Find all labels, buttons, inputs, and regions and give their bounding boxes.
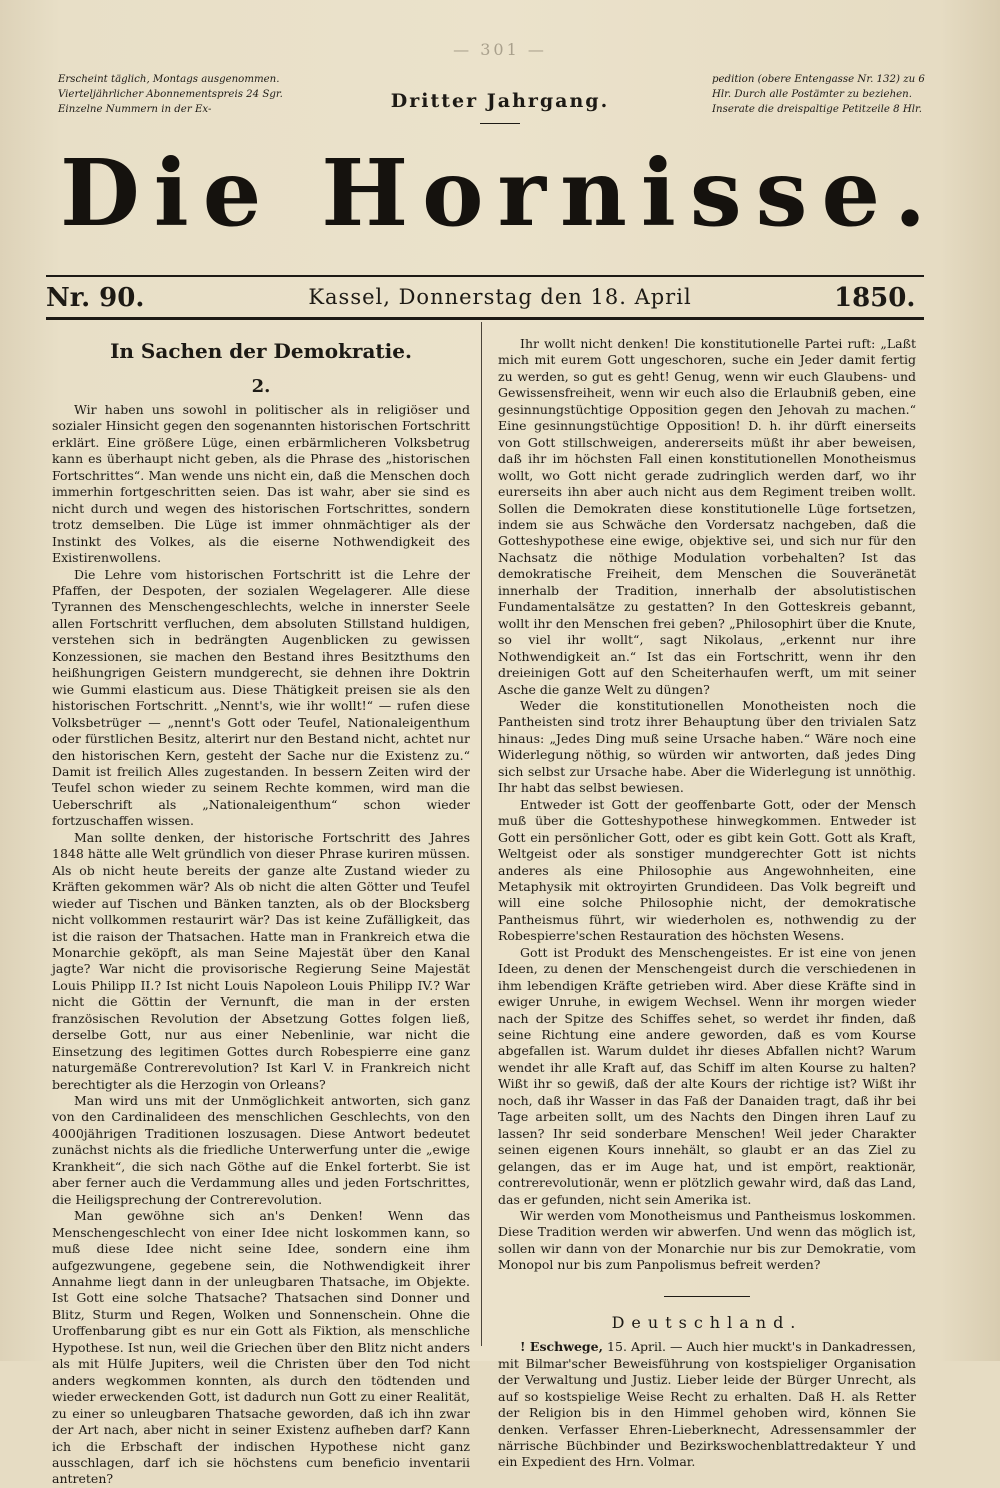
dispatch-text: 15. April. — Auch hier muckt's in Dankadressen, mit Bilmar'scher Beweisführung von kostspieliger Organisation der Verwaltung und Justiz. Lieber leide der Bürger Unrecht, als auf so kostspielige Weise Recht zu erhalten. Daß H. als Retter der Religion bis in den Himmel gehoben wird, können Sie denken. Verfasser Ehren-Lieberknecht, Adressensammler der närrische Büchbinder und Bezirkswochenblattredakteur Y und ein Expedient des Hrn. Volmar.: [498, 1339, 916, 1470]
volume-line: Dritter Jahrgang.: [390, 90, 610, 112]
section-heading: Deutschland.: [611, 1312, 803, 1332]
article-paragraph: Gott ist Produkt des Menschengeistes. Er ist eine von jenen Ideen, zu denen der Menschengeist durch die verschiedenen in ihm lebendigen Kräfte getrieben wird. Aber diese Kräfte sind in ewiger Unruhe, in ewigem Wechsel. Wenn ihr morgen wieder nach der Spitze des Schiffes sehet, so werdet ihr finden, daß seine Richtung eine andere geworden, daß es vom Kourse abgefallen ist. Warum duldet ihr dieses Abfallen nicht? Warum wendet ihr alle Kraft auf, das Schiff im alten Kourse zu halten? Wißt ihr so gewiß, daß der alte Kours der richtige ist? Wißt ihr noch, daß ihr Wasser in das Faß der Danaiden tragt, daß ihr bei Tage arbeiten sollt, um des Nachts den Dingen ihren Lauf zu lassen? Ihr seid sonderbare Menschen! Weil jeder Charakter seinen eigenen Kours innehält, so glaubt er an das Ziel zu gelangen, das er im Auge hat, und ist empört, reaktionär, contrerevolutionär, wenn er plötzlich gewahr wird, daß das Land, das er gefunden, nicht sein Amerika ist.: [498, 944, 916, 1207]
dispatch-place: ! Eschwege,: [520, 1339, 603, 1355]
article-paragraph: Man sollte denken, der historische Fortschritt des Jahres 1848 hätte alle Welt gründlich von dieser Phrase kuriren müssen. Als ob nicht heute bereits der ganze alte Zustand wieder zu Kräften gekommen wär? Als ob nicht die alten Götter und Teufel wieder auf Tischen und Bänken tanzten, als ob der Blocksberg nicht vollkommen restaurirt wär? Das ist keine Zufälligkeit, das ist die raison der Thatsachen. Hatte man in Frankreich etwa die Monarchie geköpft, als man Seine Majestät über den Kanal jagte? War nicht die provisorische Regierung Seine Majestät Louis Philipp II.? Ist nicht Louis Napoleon Louis Philipp IV.? War nicht die Göttin der Vernunft, die man in der ersten französischen Revolution der Absetzung Gottes folgen ließ, derselbe Gott, nur aus einer Nebenlinie, war nicht die Einsetzung des legitimen Gottes durch Robespierre eine ganz naturgemäße Contrerevolution? Ist Karl V. in Frankreich nicht berechtigter als die Herzogin von Orleans?: [52, 829, 470, 1092]
header-rule-bottom: [46, 317, 924, 320]
column-right: [498, 336, 916, 1471]
article-paragraph: Wir haben uns sowohl in politischer als in religiöser und sozialer Hinsicht gegen den sogenannten historischen Fortschritt erklärt. Eine größere Lüge, einen erbärmlicheren Volksbetrug kann es überhaupt nicht geben, als die Phrase des „historischen Fortschrittes“. Man wende uns nicht ein, daß die Menschen doch immerhin fortgeschritten seien. Das ist wahr, aber sie sind es nicht durch und wegen des historischen Fortschrittes, sondern trotz demselben. Die Lüge ist immer ohnmächtiger als der Instinkt des Volkes, als die eiserne Nothwendigkeit des Existirenwollens.: [52, 402, 470, 566]
header-rule-top: [46, 275, 924, 277]
article-paragraph: Man gewöhne sich an's Denken! Wenn das Menschengeschlecht von einer Idee nicht loskommen kann, so muß diese Idee nicht seine Idee, sondern eine ihm aufgezwungene, gegebene sein, die Nothwendigkeit ihrer Annahme liegt dann in der unleugbaren Thatsache, im Objekte. Ist Gott eine solche Thatsache? Thatsachen sind Donner und Blitz, Sturm und Regen, Wolken und Sonnenschein. Ohne die Uroffenbarung gibt es nur ein Gott als Fiktion, als menschliche Hypothese. Ist nun, weil die Griechen über den Blitz nicht anders als mit Hülfe Jupiters, weil die Christen über den Tod nicht anders wegkommen konnten, als durch den tödtenden und wieder erweckenden Gott, ist dadurch nun Gott zu einer Realität, zu einer so unleugbaren Thatsache geworden, daß ich ihn zwar der Art nach, aber nicht in seiner Existenz aufheben darf? Kann ich die Erbschaft der indischen Hypothese nicht ganz ausschlagen, darf ich sie höchstens cum beneficio inventarii antreten?: [52, 1208, 470, 1487]
article-paragraph: Man wird uns mit der Unmöglichkeit antworten, sich ganz von den Cardinalideen des menschlichen Geschlechts, von den 4000jährigen Traditionen loszusagen. Diese Antwort bedeutet zunächst nichts als die friedliche Unterwerfung unter die „ewige Krankheit“, die sich nach Göthe auf die Enkel forterbt. Sie ist aber ferner auch die Verdammung alles und jeden Fortschrittes, die Heiligsprechung der Contrerevolution.: [52, 1093, 470, 1207]
article-paragraph: Entweder ist Gott der geoffenbarte Gott, oder der Mensch muß über die Gotteshypothese hinwegkommen. Entweder ist Gott ein persönlicher Gott, oder es gibt kein Gott. Gott als Kraft, Weltgeist oder als sonstiger mundgerechter Gott ist nichts anderes als eine Philosophie aus Angewohnheiten, eine Metaphysik mit oktroyirten Grundideen. Das Volk begreift und will eine solche Philosophie nicht, der demokratische Pantheismus führt, wir wiederholen es, nothwendig zu der Robespierre'schen Restauration des höchsten Wesens.: [498, 796, 916, 944]
article-paragraph: Weder die konstitutionellen Monotheisten noch die Pantheisten sind trotz ihrer Behauptung über den trivialen Satz hinaus: „Jedes Ding muß seine Ursache haben.“ Wäre noch eine Widerlegung nöthig, so würden wir antworten, daß jedes Ding sich selbst zur Ursache habe. Aber die Widerlegung ist unnöthig. Ihr habt das selbst bewiesen.: [498, 697, 916, 796]
section-separator: [664, 1296, 750, 1297]
issue-year: 1850.: [834, 283, 916, 313]
masthead-title: Die Hornisse.: [59, 139, 941, 247]
subscription-notice: Erscheint täglich, Montags ausgenommen. Vierteljährlicher Abonnementspreis 24 Sgr. Einzelne Nummern in der Ex-: [58, 74, 283, 115]
issue-number: Nr. 90.: [46, 283, 145, 313]
advertising-notice: pedition (obere Entengasse Nr. 132) zu 6 Hlr. Durch alle Postämter zu beziehen. Inserate die dreispaltige Petitzeile 8 Hlr.: [712, 74, 925, 115]
column-divider: [481, 322, 482, 1346]
article-heading: In Sachen der Demokratie.: [110, 339, 412, 363]
article-paragraph: Die Lehre vom historischen Fortschritt ist die Lehre der Pfaffen, der Despoten, der sozialen Wegelagerer. Alle diese Tyrannen des Menschengeschlechts, welche in innerster Seele allen Fortschritt verfluchen, dem absoluten Stillstand huldigen, verstehen sich in bedrängten Augenblicken zu gewissen Konzessionen, sie machen den Bestand ihres Besitzthums den heißhungrigen Geistern mundgerecht, sie dehnen ihre Doktrin wie Gummi elasticum aus. Diese Thätigkeit preisen sie als den historischen Fortschritt. „Nennt's, wie ihr wollt!“ — rufen diese Volksbetrüger — „nennt's Gott oder Teufel, Nationaleigenthum oder fürstlichen Besitz, alterirt nur den Bestand nicht, achtet nur den historischen Kern, gesteht der Sache nur die Existenz zu.“ Damit ist freilich Alles zugestanden. In bessern Zeiten wird der Teufel schon wieder zu seinem Rechte kommen, wird man die Ueberschrift als „Nationaleigenthum“ schon wieder fortzuschaffen wissen.: [52, 566, 470, 829]
dateline: Kassel, Donnerstag den 18. April: [308, 285, 692, 309]
column-left: [52, 336, 470, 1488]
page-number: — 301 —: [453, 40, 547, 59]
article-part-number: 2.: [251, 376, 271, 397]
volume-underline: [480, 123, 520, 124]
article-paragraph: Ihr wollt nicht denken! Die konstitutionelle Partei ruft: „Laßt mich mit eurem Gott ungeschoren, suche ein Jeder damit fertig zu werden, so gut es geht! Genug, wenn wir euch Glaubens- und Gewissensfreiheit, wenn wir euch also die Erlaubniß geben, eine gesinnungstüchtige Opposition gegen den Jehovah zu machen.“ Eine gesinnungstüchtige Opposition! D. h. ihr dürft einerseits von Gott stillschweigen, andererseits müßt ihr aber beweisen, daß ihr im höchsten Fall einen konstitutionellen Monotheismus wollt, wo Gott nicht gerade zudringlich werden darf, wo ihr eurerseits ihn aber auch nicht aus dem Regiment treiben wollt. Sollen die Demokraten diese konstitutionelle Lüge fortsetzen, indem sie aus Schwäche den Vordersatz nachgeben, daß die Gotteshypothese eine ewige, objektive sei, und sich nur für den Nachsatz die nöthige Modulation vorbehalten? Ist das demokratische Freiheit, dem Menschen die Souveränetät innerhalb der Tradition, innerhalb der absolutistischen Fundamentalsätze zu gestatten? In den Gotteskreis gebannt, wollt ihr den Menschen frei geben? „Philosophirt über die Knute, so viel ihr wollt“, sagt Nikolaus, „erkennt nur ihre Nothwendigkeit an.“ Ist das ein Fortschritt, wenn ihr den dreieinigen Gott auf den Scheiterhaufen werft, um mit seiner Asche die ganze Welt zu düngen?: [498, 336, 916, 697]
article-paragraph: Wir werden vom Monotheismus und Pantheismus loskommen. Diese Tradition werden wir abwerfen. Und wenn das möglich ist, sollen wir dann von der Monarchie nur bis zur Demokratie, vom Monopol nur bis zum Panpolismus befreit werden?: [498, 1208, 916, 1273]
news-dispatch: [498, 1339, 916, 1471]
